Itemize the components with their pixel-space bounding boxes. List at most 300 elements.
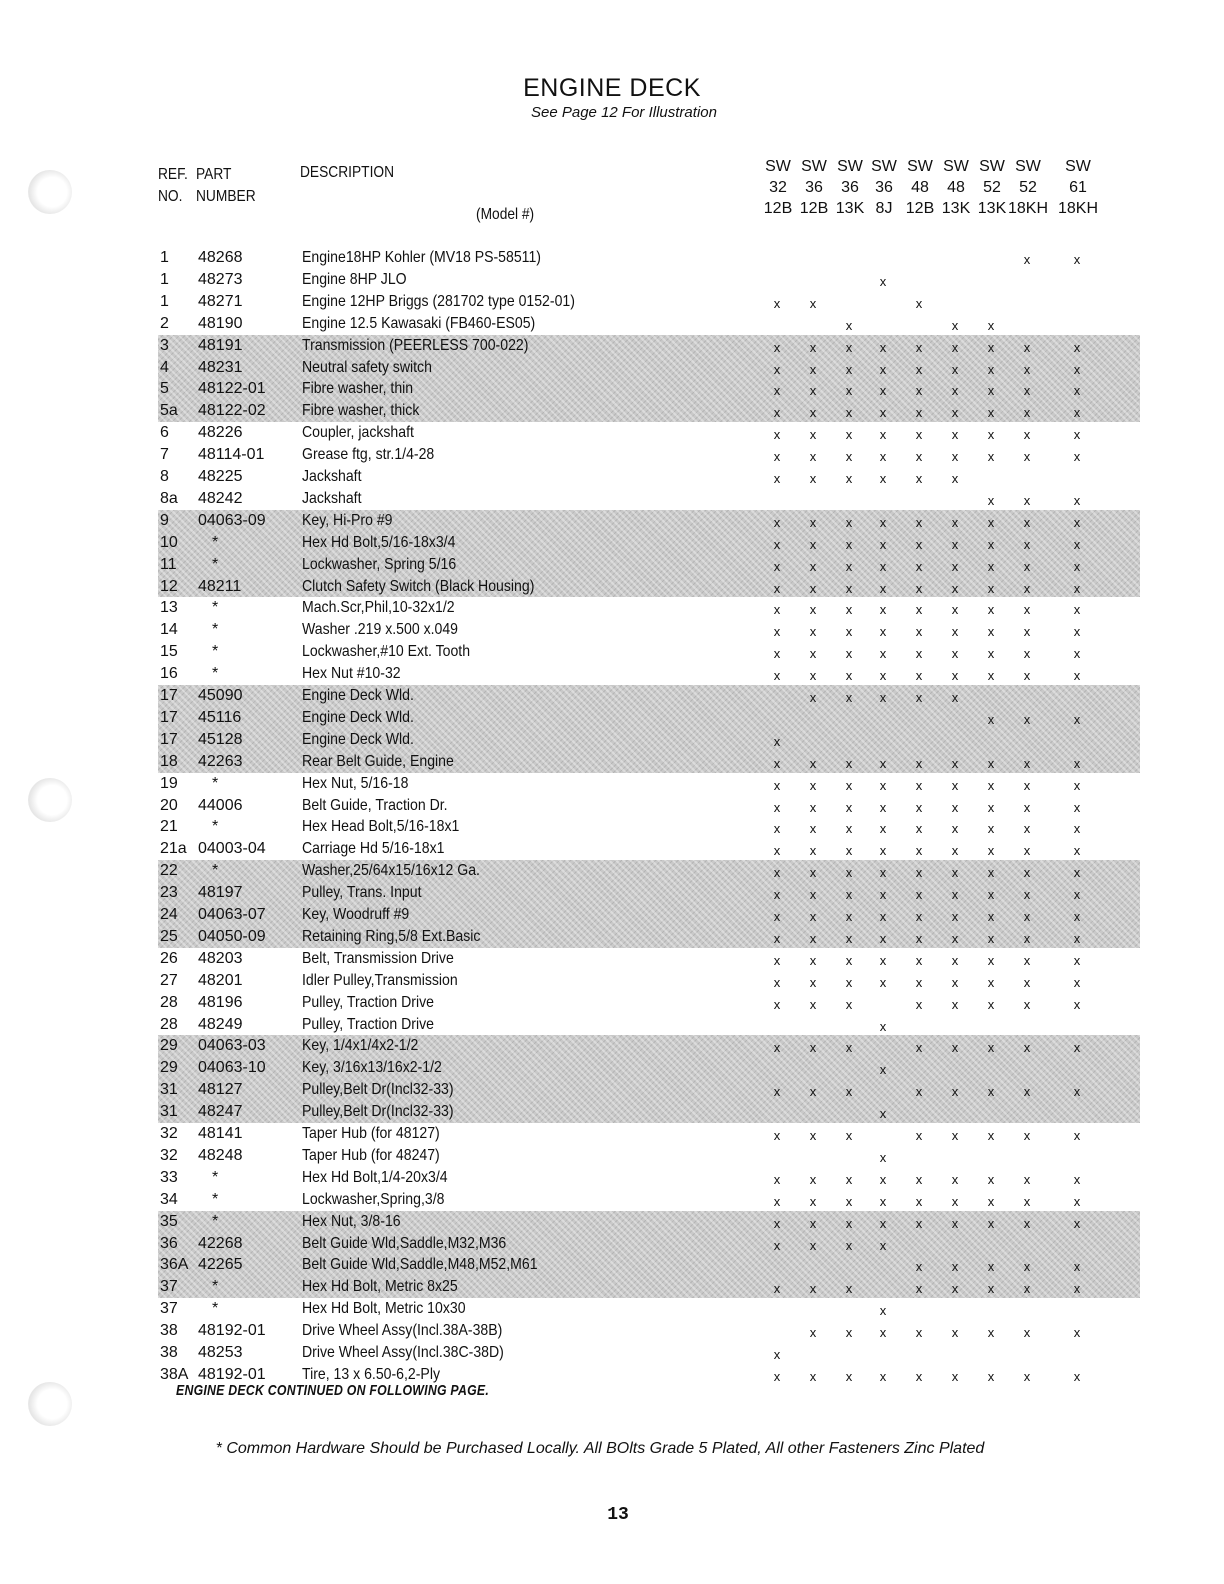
model-mark: x	[1073, 1193, 1081, 1209]
description: Engine Deck Wld.	[302, 730, 414, 748]
table-row	[0, 578, 1224, 600]
description: Pulley,Belt Dr(Incl32-33)	[302, 1103, 454, 1121]
model-mark: x	[1023, 624, 1031, 640]
ref-number: 24	[160, 906, 178, 923]
model-mark: x	[773, 405, 781, 421]
model-mark: x	[845, 887, 853, 903]
model-mark: x	[987, 646, 995, 662]
model-mark: x	[951, 624, 959, 640]
model-mark: x	[845, 449, 853, 465]
ref-number: 20	[160, 796, 178, 814]
table-row	[0, 906, 1224, 928]
model-mark: x	[1073, 602, 1081, 618]
model-mark: x	[951, 1281, 959, 1297]
model-mark: x	[987, 865, 995, 881]
part-number: 48114-01	[198, 446, 265, 464]
ref-number: 21a	[160, 840, 187, 858]
model-mark: x	[773, 646, 781, 662]
ref-number: 37	[160, 1278, 178, 1296]
model-mark: x	[915, 821, 923, 837]
model-mark: x	[1073, 1368, 1081, 1384]
model-header-line: 32	[769, 179, 787, 196]
model-header-line: 13K	[835, 200, 865, 217]
model-mark: x	[1073, 887, 1081, 903]
model-mark: x	[915, 1171, 923, 1187]
model-header	[794, 156, 834, 219]
part-number: 04063-07	[198, 906, 266, 923]
model-mark: x	[1073, 339, 1081, 355]
part-number: 45128	[198, 730, 243, 748]
model-mark: x	[845, 668, 853, 684]
model-mark: x	[809, 690, 817, 705]
table-row	[0, 1037, 1224, 1059]
ref-number: 27	[160, 971, 178, 989]
model-mark: x	[987, 1084, 995, 1100]
ref-number: 36	[160, 1234, 178, 1252]
model-mark: x	[845, 580, 853, 596]
model-mark: x	[915, 865, 923, 881]
table-row	[0, 709, 1224, 731]
table-row	[0, 884, 1224, 906]
description: Lockwasher,#10 Ext. Tooth	[302, 643, 471, 661]
model-mark: x	[987, 1215, 995, 1231]
model-mark: x	[773, 514, 781, 530]
part-number: 04063-10	[198, 1059, 266, 1077]
model-mark: x	[809, 558, 817, 574]
model-header-line: 61	[1069, 179, 1087, 196]
model-mark: x	[809, 799, 817, 815]
model-mark: x	[915, 1325, 923, 1341]
table-row	[0, 994, 1224, 1016]
model-mark: x	[809, 339, 817, 355]
model-mark: x	[879, 887, 887, 903]
table-row	[0, 643, 1224, 665]
part-number: *	[212, 555, 219, 573]
table-row	[0, 950, 1224, 972]
description: Idler Pulley,Transmission	[302, 971, 458, 989]
model-mark: x	[879, 909, 887, 924]
model-mark: x	[773, 887, 781, 903]
description: Hex Hd Bolt, Metric 8x25	[302, 1278, 458, 1296]
model-header-line: 18KH	[1008, 200, 1049, 217]
model-mark: x	[1073, 449, 1081, 465]
model-mark: x	[915, 361, 923, 377]
model-mark: x	[1023, 1171, 1031, 1187]
model-mark: x	[987, 383, 995, 399]
ref-number: 10	[160, 533, 178, 551]
model-mark: x	[809, 1128, 817, 1143]
model-mark: x	[809, 777, 817, 793]
ref-number: 38A	[160, 1365, 189, 1383]
table-row	[0, 1344, 1224, 1366]
part-number: 48271	[198, 292, 243, 310]
part-number: 04003-04	[198, 840, 266, 858]
description: Drive Wheel Assy(Incl.38A-38B)	[302, 1322, 503, 1340]
part-number: 48249	[198, 1015, 243, 1033]
description: Lockwasher,Spring,3/8	[302, 1190, 445, 1208]
model-mark: x	[1073, 383, 1081, 399]
table-row	[0, 797, 1224, 819]
model-mark: x	[773, 755, 781, 771]
description: Belt Guide Wld,Saddle,M48,M52,M61	[302, 1256, 538, 1274]
table-row	[0, 1016, 1224, 1038]
model-mark: x	[773, 1215, 781, 1231]
model-mark: x	[987, 843, 995, 859]
model-mark: x	[773, 558, 781, 574]
model-mark: x	[1073, 711, 1081, 727]
table-row	[0, 731, 1224, 753]
model-mark: x	[915, 996, 923, 1012]
model-header-line: SW	[765, 158, 791, 175]
model-mark: x	[1023, 252, 1031, 267]
model-mark: x	[951, 843, 959, 859]
model-mark: x	[915, 471, 923, 486]
model-mark: x	[809, 1171, 817, 1187]
description: Taper Hub (for 48247)	[302, 1146, 440, 1164]
table-row	[0, 293, 1224, 315]
description: Coupler, jackshaft	[302, 424, 414, 442]
model-mark: x	[1023, 755, 1031, 771]
description: Engine 8HP JLO	[302, 270, 407, 288]
part-number: *	[212, 599, 219, 617]
model-mark: x	[845, 755, 853, 771]
model-mark: x	[1023, 449, 1031, 465]
model-mark: x	[879, 1018, 887, 1034]
model-mark: x	[809, 909, 817, 924]
ref-number: 38	[160, 1322, 178, 1340]
model-mark: x	[915, 1128, 923, 1143]
model-mark: x	[915, 558, 923, 574]
description: Key, Woodruff #9	[302, 906, 410, 923]
ref-number: 9	[160, 511, 169, 529]
part-number: 48242	[198, 489, 243, 507]
model-mark: x	[1023, 887, 1031, 903]
model-mark: x	[879, 558, 887, 574]
model-mark: x	[915, 602, 923, 618]
part-number: 48196	[198, 993, 243, 1011]
model-mark: x	[879, 930, 887, 946]
model-mark: x	[773, 952, 781, 968]
part-number: 48201	[198, 971, 243, 989]
model-mark: x	[773, 1171, 781, 1187]
part-number: 42263	[198, 752, 243, 770]
description: Fibre washer, thin	[302, 380, 414, 398]
model-mark: x	[809, 1040, 817, 1056]
model-mark: x	[915, 843, 923, 859]
description: Hex Hd Bolt, Metric 10x30	[302, 1300, 466, 1318]
ref-number: 5	[160, 380, 169, 398]
model-mark: x	[987, 1171, 995, 1187]
ref-number: 1	[160, 270, 169, 288]
model-mark: x	[987, 1281, 995, 1297]
model-mark: x	[1023, 952, 1031, 968]
model-header	[1008, 156, 1048, 219]
model-mark: x	[809, 930, 817, 946]
model-mark: x	[773, 777, 781, 793]
model-mark: x	[809, 1193, 817, 1209]
ref-number: 32	[160, 1125, 178, 1142]
description: Key, 1/4x1/4x2-1/2	[302, 1037, 419, 1055]
model-header	[936, 156, 976, 219]
model-mark: x	[951, 690, 959, 705]
model-mark: x	[773, 799, 781, 815]
model-mark: x	[1073, 1040, 1081, 1056]
model-header-line: 8J	[875, 200, 893, 217]
model-mark: x	[809, 1325, 817, 1341]
model-mark: x	[951, 449, 959, 465]
model-mark: x	[879, 821, 887, 837]
description: Pulley, Traction Drive	[302, 993, 434, 1011]
model-mark: x	[951, 930, 959, 946]
model-mark: x	[915, 1215, 923, 1231]
model-header-line: 12B	[763, 200, 793, 217]
ref-number: 34	[160, 1190, 178, 1208]
model-mark: x	[879, 974, 887, 990]
model-mark: x	[773, 974, 781, 990]
model-header-line: SW	[907, 158, 933, 175]
model-mark: x	[1023, 427, 1031, 443]
table-row	[0, 818, 1224, 840]
ref-number: 7	[160, 446, 169, 464]
description: Jackshaft	[302, 468, 362, 485]
model-mark: x	[845, 1171, 853, 1187]
model-mark: x	[1023, 602, 1031, 618]
model-mark: x	[809, 996, 817, 1012]
model-mark: x	[1023, 1084, 1031, 1100]
ref-number: 17	[160, 730, 178, 748]
model-mark: x	[987, 1040, 995, 1056]
ref-number: 21	[160, 818, 178, 836]
model-mark: x	[809, 646, 817, 662]
part-number: 04063-03	[198, 1037, 266, 1055]
model-mark: x	[951, 405, 959, 421]
ref-number: 8a	[160, 489, 178, 507]
model-mark: x	[879, 273, 887, 289]
model-mark: x	[987, 361, 995, 377]
ref-number: 2	[160, 314, 169, 332]
ref-number: 28	[160, 993, 178, 1011]
table-row	[0, 621, 1224, 643]
model-mark: x	[879, 799, 887, 815]
model-mark: x	[1023, 492, 1031, 508]
model-mark: x	[915, 909, 923, 924]
model-header	[900, 156, 940, 219]
model-header-line: 52	[983, 179, 1001, 196]
model-mark: x	[1073, 558, 1081, 574]
model-mark: x	[1073, 405, 1081, 421]
part-number: 04063-09	[198, 511, 266, 529]
ref-number: 29	[160, 1059, 178, 1077]
table-row	[0, 840, 1224, 862]
table-row	[0, 249, 1224, 271]
table-row	[0, 775, 1224, 797]
model-mark: x	[809, 1237, 817, 1253]
table-row	[0, 1103, 1224, 1125]
model-header	[972, 156, 1012, 219]
description: Drive Wheel Assy(Incl.38C-38D)	[302, 1344, 504, 1361]
part-number: 48192-01	[198, 1365, 266, 1383]
model-mark: x	[773, 996, 781, 1012]
part-number: *	[212, 1168, 219, 1186]
model-mark: x	[1023, 909, 1031, 924]
model-mark: x	[809, 1215, 817, 1231]
model-mark: x	[1073, 514, 1081, 530]
model-mark: x	[1023, 536, 1031, 552]
model-mark: x	[773, 361, 781, 377]
part-number: 48197	[198, 884, 243, 902]
part-number: *	[212, 643, 219, 661]
table-row	[0, 928, 1224, 950]
table-row	[0, 402, 1224, 424]
ref-number: 25	[160, 927, 178, 945]
part-number: *	[212, 1212, 219, 1230]
description: Carriage Hd 5/16-18x1	[302, 840, 445, 858]
ref-number: 1	[160, 249, 169, 266]
part-number: 42268	[198, 1234, 243, 1252]
model-mark: x	[879, 471, 887, 486]
model-mark: x	[951, 1128, 959, 1143]
model-mark: x	[987, 952, 995, 968]
model-mark: x	[1073, 843, 1081, 859]
page-number: 13	[607, 1505, 629, 1525]
model-mark: x	[1073, 930, 1081, 946]
model-mark: x	[1023, 1128, 1031, 1143]
model-mark: x	[951, 1193, 959, 1209]
model-mark: x	[879, 646, 887, 662]
page-subtitle: See Page 12 For Illustration	[531, 104, 717, 121]
part-number: 48273	[198, 270, 243, 288]
model-mark: x	[1073, 427, 1081, 443]
model-mark: x	[809, 427, 817, 443]
description: Hex Nut, 5/16-18	[302, 774, 409, 792]
model-mark: x	[845, 624, 853, 640]
description: Lockwasher, Spring 5/16	[302, 555, 457, 573]
model-mark: x	[773, 1281, 781, 1297]
model-mark: x	[845, 383, 853, 399]
model-mark: x	[773, 1193, 781, 1209]
model-mark: x	[845, 405, 853, 421]
description: Hex Nut #10-32	[302, 665, 401, 683]
model-mark: x	[1073, 252, 1081, 267]
model-mark: x	[915, 690, 923, 705]
model-mark: x	[773, 427, 781, 443]
model-header-line: SW	[871, 158, 897, 175]
description: Key, 3/16x13/16x2-1/2	[302, 1059, 442, 1077]
model-mark: x	[987, 930, 995, 946]
model-mark: x	[951, 536, 959, 552]
model-mark: x	[951, 602, 959, 618]
ref-number: 18	[160, 752, 178, 770]
model-mark: x	[773, 843, 781, 859]
model-mark: x	[951, 1325, 959, 1341]
model-mark: x	[987, 449, 995, 465]
model-mark: x	[1023, 361, 1031, 377]
model-mark: x	[879, 624, 887, 640]
model-mark: x	[1023, 996, 1031, 1012]
model-mark: x	[809, 602, 817, 618]
model-mark: x	[951, 821, 959, 837]
table-row	[0, 468, 1224, 490]
table-row	[0, 315, 1224, 337]
part-number: *	[212, 774, 219, 792]
model-mark: x	[879, 690, 887, 705]
model-mark: x	[845, 558, 853, 574]
model-mark: x	[845, 1237, 853, 1253]
ref-number: 19	[160, 774, 178, 792]
model-mark: x	[809, 361, 817, 377]
part-number: 48231	[198, 358, 243, 376]
model-mark: x	[845, 646, 853, 662]
model-mark: x	[845, 690, 853, 705]
model-mark: x	[1073, 1325, 1081, 1341]
model-mark: x	[951, 1259, 959, 1275]
model-mark: x	[809, 1084, 817, 1100]
model-mark: x	[773, 602, 781, 618]
model-mark: x	[809, 887, 817, 903]
model-mark: x	[951, 668, 959, 684]
model-mark: x	[879, 1149, 887, 1165]
model-mark: x	[845, 1325, 853, 1341]
model-mark: x	[987, 711, 995, 727]
header-model-label: (Model #)	[476, 206, 535, 223]
model-mark: x	[987, 602, 995, 618]
model-mark: x	[879, 514, 887, 530]
model-header-line: 48	[947, 179, 965, 196]
model-mark: x	[915, 952, 923, 968]
model-mark: x	[773, 339, 781, 355]
model-mark: x	[773, 1237, 781, 1253]
model-mark: x	[845, 339, 853, 355]
model-mark: x	[1023, 580, 1031, 596]
model-mark: x	[987, 1128, 995, 1143]
model-mark: x	[773, 383, 781, 399]
model-mark: x	[1023, 1215, 1031, 1231]
model-mark: x	[845, 974, 853, 990]
part-number: 48225	[198, 468, 243, 485]
model-mark: x	[879, 1325, 887, 1341]
description: Hex Head Bolt,5/16-18x1	[302, 818, 460, 836]
model-mark: x	[1023, 1325, 1031, 1341]
model-mark: x	[915, 427, 923, 443]
model-mark: x	[845, 909, 853, 924]
model-mark: x	[879, 405, 887, 421]
model-mark: x	[951, 1084, 959, 1100]
model-mark: x	[987, 1368, 995, 1384]
ref-number: 13	[160, 599, 178, 617]
model-mark: x	[845, 317, 853, 333]
description: Engine Deck Wld.	[302, 708, 414, 726]
model-mark: x	[987, 777, 995, 793]
model-mark: x	[773, 1084, 781, 1100]
ref-number: 33	[160, 1168, 178, 1186]
model-mark: x	[879, 427, 887, 443]
model-mark: x	[809, 536, 817, 552]
model-mark: x	[879, 602, 887, 618]
header-description: DESCRIPTION	[300, 164, 395, 181]
model-mark: x	[951, 558, 959, 574]
model-mark: x	[951, 580, 959, 596]
description: Taper Hub (for 48127)	[302, 1125, 440, 1142]
model-mark: x	[809, 471, 817, 486]
table-row	[0, 1169, 1224, 1191]
part-number: *	[212, 862, 219, 880]
part-number: 48192-01	[198, 1322, 266, 1340]
model-mark: x	[845, 1128, 853, 1143]
model-mark: x	[951, 755, 959, 771]
model-mark: x	[915, 668, 923, 684]
ref-number: 37	[160, 1300, 178, 1318]
model-mark: x	[845, 1040, 853, 1056]
